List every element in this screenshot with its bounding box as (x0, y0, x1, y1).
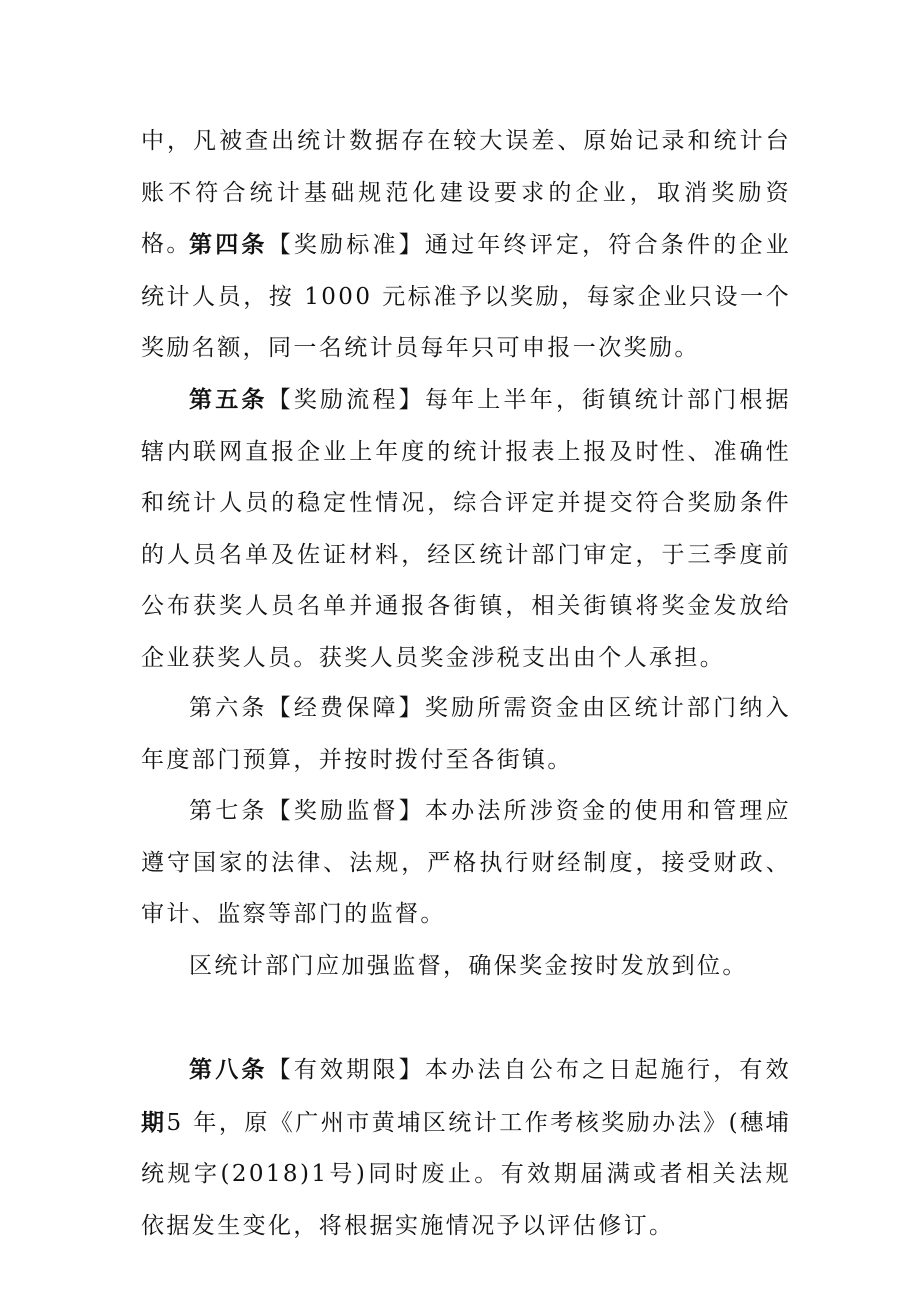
paragraph-text: 【有效期限】本办法自公布之日起施行，有效 (267, 1057, 792, 1083)
article-number: 第五条 (189, 386, 268, 413)
article-number: 第八条 (189, 1056, 268, 1083)
paragraph-text: 【奖励标准】通过年终评定，符合条件的企业统计人员，按 1000 元标准予以奖励，每家企业只设一个奖励名额，同一名统计员每年只可申报一次奖励。 (141, 232, 792, 361)
paragraph-article-7 (141, 786, 791, 941)
bold-word: 期 (141, 1108, 167, 1136)
paragraph-article-4 (141, 219, 791, 375)
paragraph-text: 第六条【经费保障】奖励所需资金由区统计部门纳入年度部门预算，并按时拨付至各街镇。 (141, 695, 791, 773)
paragraph-article-6 (141, 683, 791, 786)
paragraph-text: 区统计部门应加强监督，确保奖金按时发放到位。 (189, 953, 748, 979)
paragraph-article-5 (141, 374, 791, 684)
paragraph-text: 第七条【奖励监督】本办法所涉资金的使用和管理应遵守国家的法律、法规，严格执行财经制度，接受财政、审计、监察等部门的监督。 (141, 798, 791, 927)
paragraph-text: 中，凡被查出统计数据存在较大误差、原始记录和统计台账不符合统计基础规范化建设要求的企业，取消奖励资格。 (141, 128, 791, 257)
paragraph-text: 5 年，原《广州市黄埔区统计工作考核奖励办法》(穗埔统规字(2018)1号)同时废止。有效期届满或者相关法规依据发生变化，将根据实施情况予以评估修订。 (141, 1109, 791, 1239)
article-number: 第四条 (189, 231, 268, 258)
paragraph-text: 【奖励流程】每年上半年，街镇统计部门根据辖内联网直报企业上年度的统计报表上报及时性、准确性和统计人员的稳定性情况，综合评定并提交符合奖励条件的人员名单及佐证材料，经区统计部门审定，于三季度前公布获奖人员名单并通报各街镇，相关街镇将奖金发放给企业获奖人员。获奖人员奖金涉税支出由个人承担。 (141, 387, 792, 671)
paragraph-article-8 (141, 1044, 791, 1252)
paragraph-supervision (141, 941, 791, 993)
